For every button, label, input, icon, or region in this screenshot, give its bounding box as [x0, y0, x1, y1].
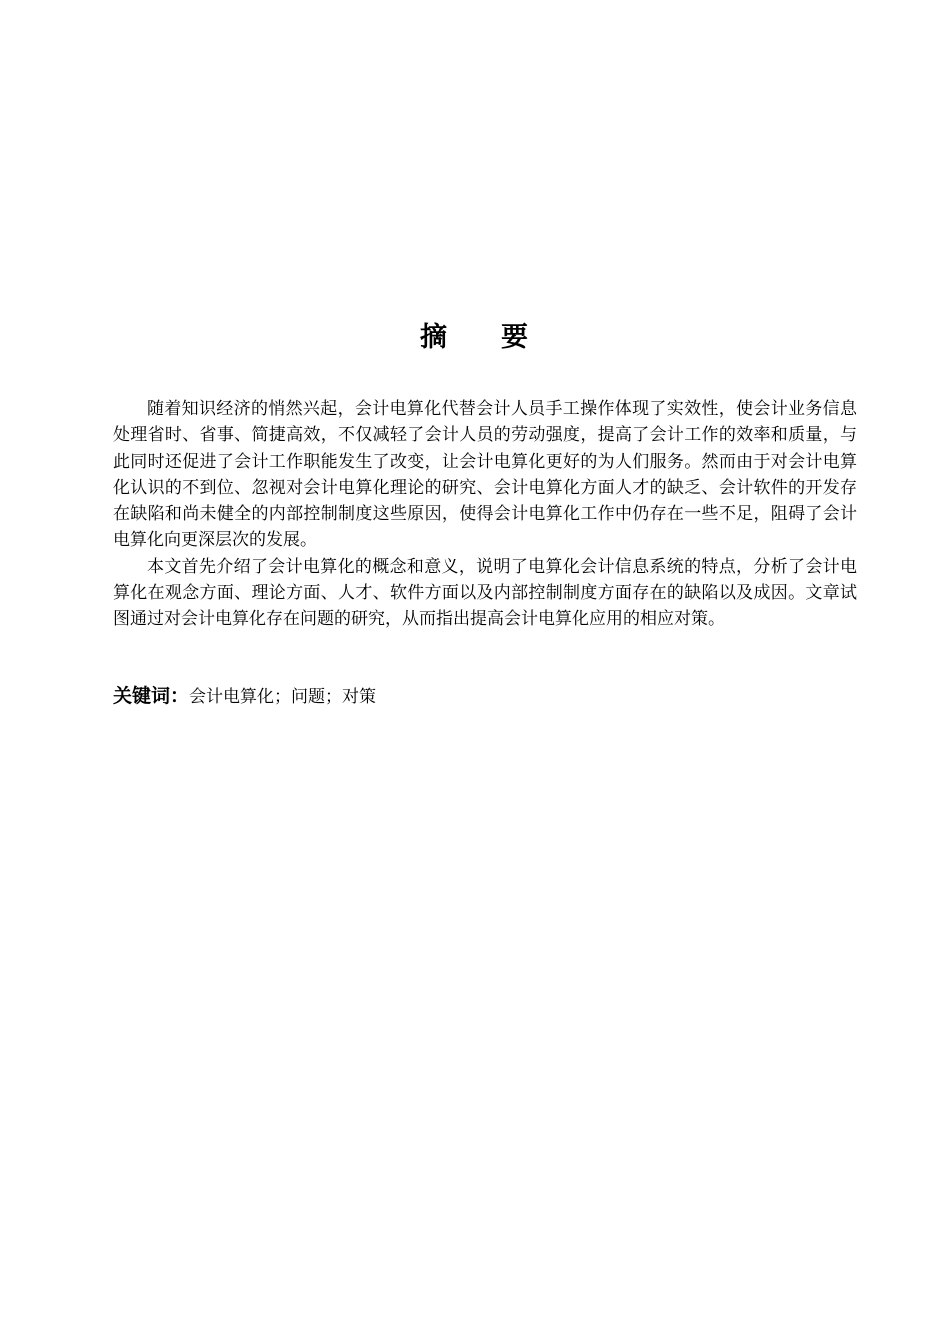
abstract-title [0, 318, 950, 358]
abstract-body [113, 396, 857, 633]
keywords-value: 会计电算化；问题；对策 [189, 687, 377, 707]
keywords-label: 关键词： [113, 685, 190, 707]
abstract-paragraph-1: 随着知识经济的悄然兴起，会计电算化代替会计人员手工操作体现了实效性，使会计业务信息处理省时、省事、简捷高效，不仅减轻了会计人员的劳动强度，提高了会计工作的效率和质量，与此同时还促进了会计工作职能发生了改变，让会计电算化更好的为人们服务。然而由于对会计电算化认识的不到位、忽视对会计电算化理论的研究、会计电算化方面人才的缺乏、会计软件的开发存在缺陷和尚未健全的内部控制制度这些原因，使得会计电算化工作中仍存在一些不足，阻碍了会计电算化向更深层次的发展。 [113, 399, 857, 551]
keywords-line [113, 682, 857, 711]
abstract-title-char-2: 要 [501, 322, 530, 353]
abstract-title-char-1: 摘 [420, 322, 449, 353]
abstract-paragraph-2: 本文首先介绍了会计电算化的概念和意义，说明了电算化会计信息系统的特点，分析了会计电算化在观念方面、理论方面、人才、软件方面以及内部控制制度方面存在的缺陷以及成因。文章试图通过对会计电算化存在问题的研究，从而指出提高会计电算化应用的相应对策。 [113, 556, 857, 630]
